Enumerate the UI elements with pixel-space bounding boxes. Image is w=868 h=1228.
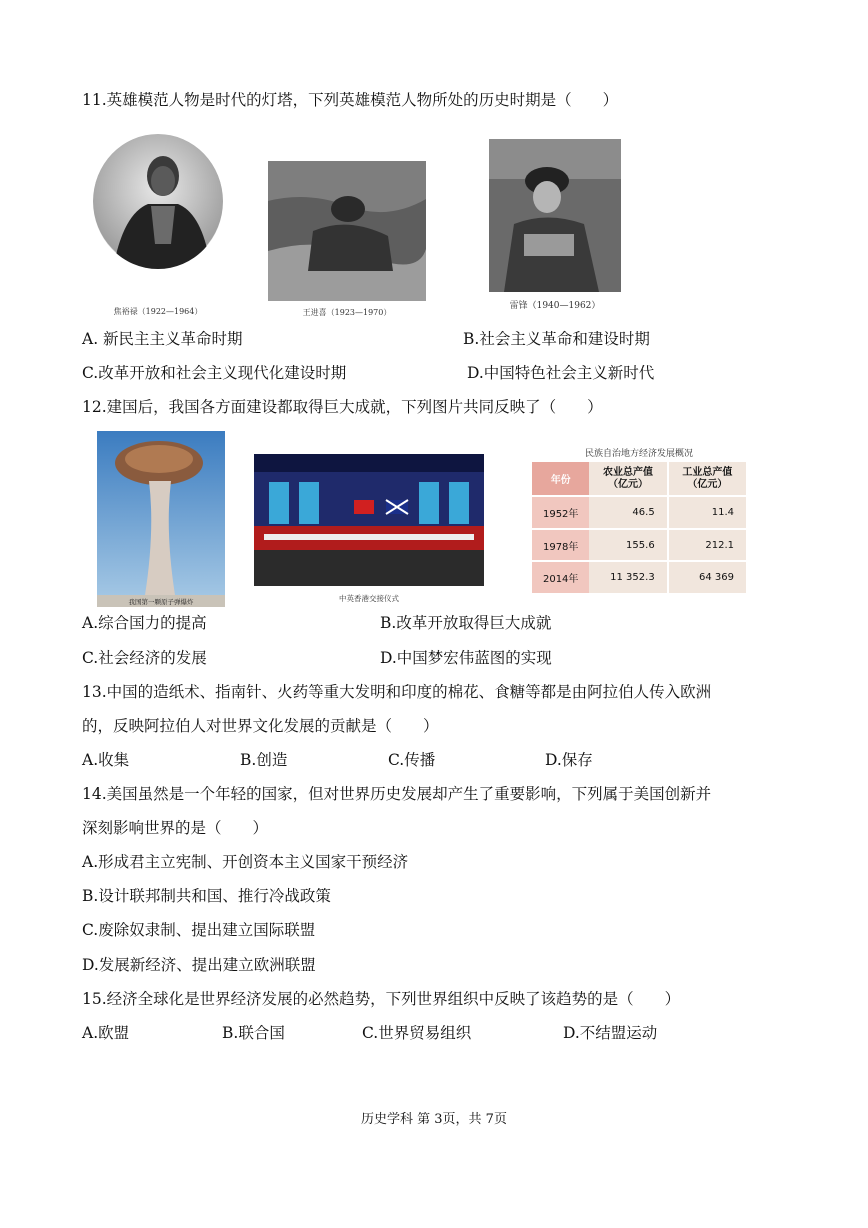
q12-option-b[interactable]: B.改革开放取得巨大成就 [380, 614, 552, 632]
page-footer: 历史学科 第 3页，共 7页 [361, 1112, 507, 1127]
photo-wang [268, 161, 426, 301]
q12-stem: 12.建国后，我国各方面建设都取得巨大成就，下列图片共同反映了（ ） [82, 398, 603, 416]
q14-option-c[interactable]: C.废除奴隶制、提出建立国际联盟 [82, 921, 316, 939]
photo-atomic-bomb [97, 431, 225, 607]
q11-option-a[interactable]: A. 新民主主义革命时期 [82, 330, 243, 348]
table-header-ind: 工业总产值 （亿元） [668, 462, 746, 496]
q11-stem: 11.英雄模范人物是时代的灯塔，下列英雄模范人物所处的历史时期是（ ） [82, 91, 619, 109]
table-cell: 2014年 [532, 561, 589, 593]
q11-option-d[interactable]: D.中国特色社会主义新时代 [467, 364, 655, 382]
table-cell: 11.4 [668, 496, 746, 529]
q13-stem-line1: 13.中国的造纸术、指南针、火药等重大发明和印度的棉花、食糖等都是由阿拉伯人传入欧洲 [82, 683, 712, 701]
table-cell: 11 352.3 [589, 561, 667, 593]
table-cell: 46.5 [589, 496, 667, 529]
q13-option-a[interactable]: A.收集 [82, 751, 130, 769]
economy-table [532, 462, 746, 593]
q12-option-a[interactable]: A.综合国力的提高 [82, 614, 207, 632]
q13-option-b[interactable]: B.创造 [240, 751, 288, 769]
caption-wang: 王进喜（1923—1970） [302, 308, 392, 317]
q13-option-d[interactable]: D.保存 [545, 751, 593, 769]
photo-lei [489, 139, 621, 292]
table-cell: 64 369 [668, 561, 746, 593]
q11-option-b[interactable]: B.社会主义革命和建设时期 [463, 330, 650, 348]
q13-stem-line2: 的，反映阿拉伯人对世界文化发展的贡献是（ ） [82, 717, 439, 735]
table-title: 民族自治地方经济发展概况 [584, 449, 693, 459]
caption-jiao: 焦裕禄（1922—1964） [113, 307, 203, 316]
caption-lei: 雷锋（1940—1962） [509, 301, 601, 311]
q12-option-c[interactable]: C.社会经济的发展 [82, 649, 207, 667]
q14-option-a[interactable]: A.形成君主立宪制、开创资本主义国家干预经济 [82, 853, 409, 871]
q15-option-c[interactable]: C.世界贸易组织 [362, 1024, 472, 1042]
q11-option-c[interactable]: C.改革开放和社会主义现代化建设时期 [82, 364, 347, 382]
q12-option-d[interactable]: D.中国梦宏伟蓝图的实现 [380, 649, 552, 667]
photo-hk-handover [254, 454, 484, 586]
table-cell: 1978年 [532, 529, 589, 561]
q14-stem-line2: 深刻影响世界的是（ ） [82, 819, 269, 837]
q15-option-d[interactable]: D.不结盟运动 [563, 1024, 658, 1042]
caption-hk-handover: 中英香港交接仪式 [339, 594, 399, 603]
caption-atomic-bomb: 我国第一颗原子弹爆炸 [128, 598, 194, 606]
table-cell: 155.6 [589, 529, 667, 561]
table-header-year: 年份 [532, 462, 589, 496]
q13-option-c[interactable]: C.传播 [388, 751, 436, 769]
q14-option-b[interactable]: B.设计联邦制共和国、推行冷战政策 [82, 887, 331, 905]
table-header-agri: 农业总产值 （亿元） [589, 462, 667, 496]
table-cell: 212.1 [668, 529, 746, 561]
q14-option-d[interactable]: D.发展新经济、提出建立欧洲联盟 [82, 956, 316, 974]
table-cell: 1952年 [532, 496, 589, 529]
q15-stem: 15.经济全球化是世界经济发展的必然趋势，下列世界组织中反映了该趋势的是（ ） [82, 990, 681, 1008]
portrait-photo-jiao [93, 134, 223, 269]
q14-stem-line1: 14.美国虽然是一个年轻的国家，但对世界历史发展却产生了重要影响，下列属于美国创新并 [82, 785, 712, 803]
q15-option-a[interactable]: A.欧盟 [82, 1024, 130, 1042]
q15-option-b[interactable]: B.联合国 [222, 1024, 285, 1042]
